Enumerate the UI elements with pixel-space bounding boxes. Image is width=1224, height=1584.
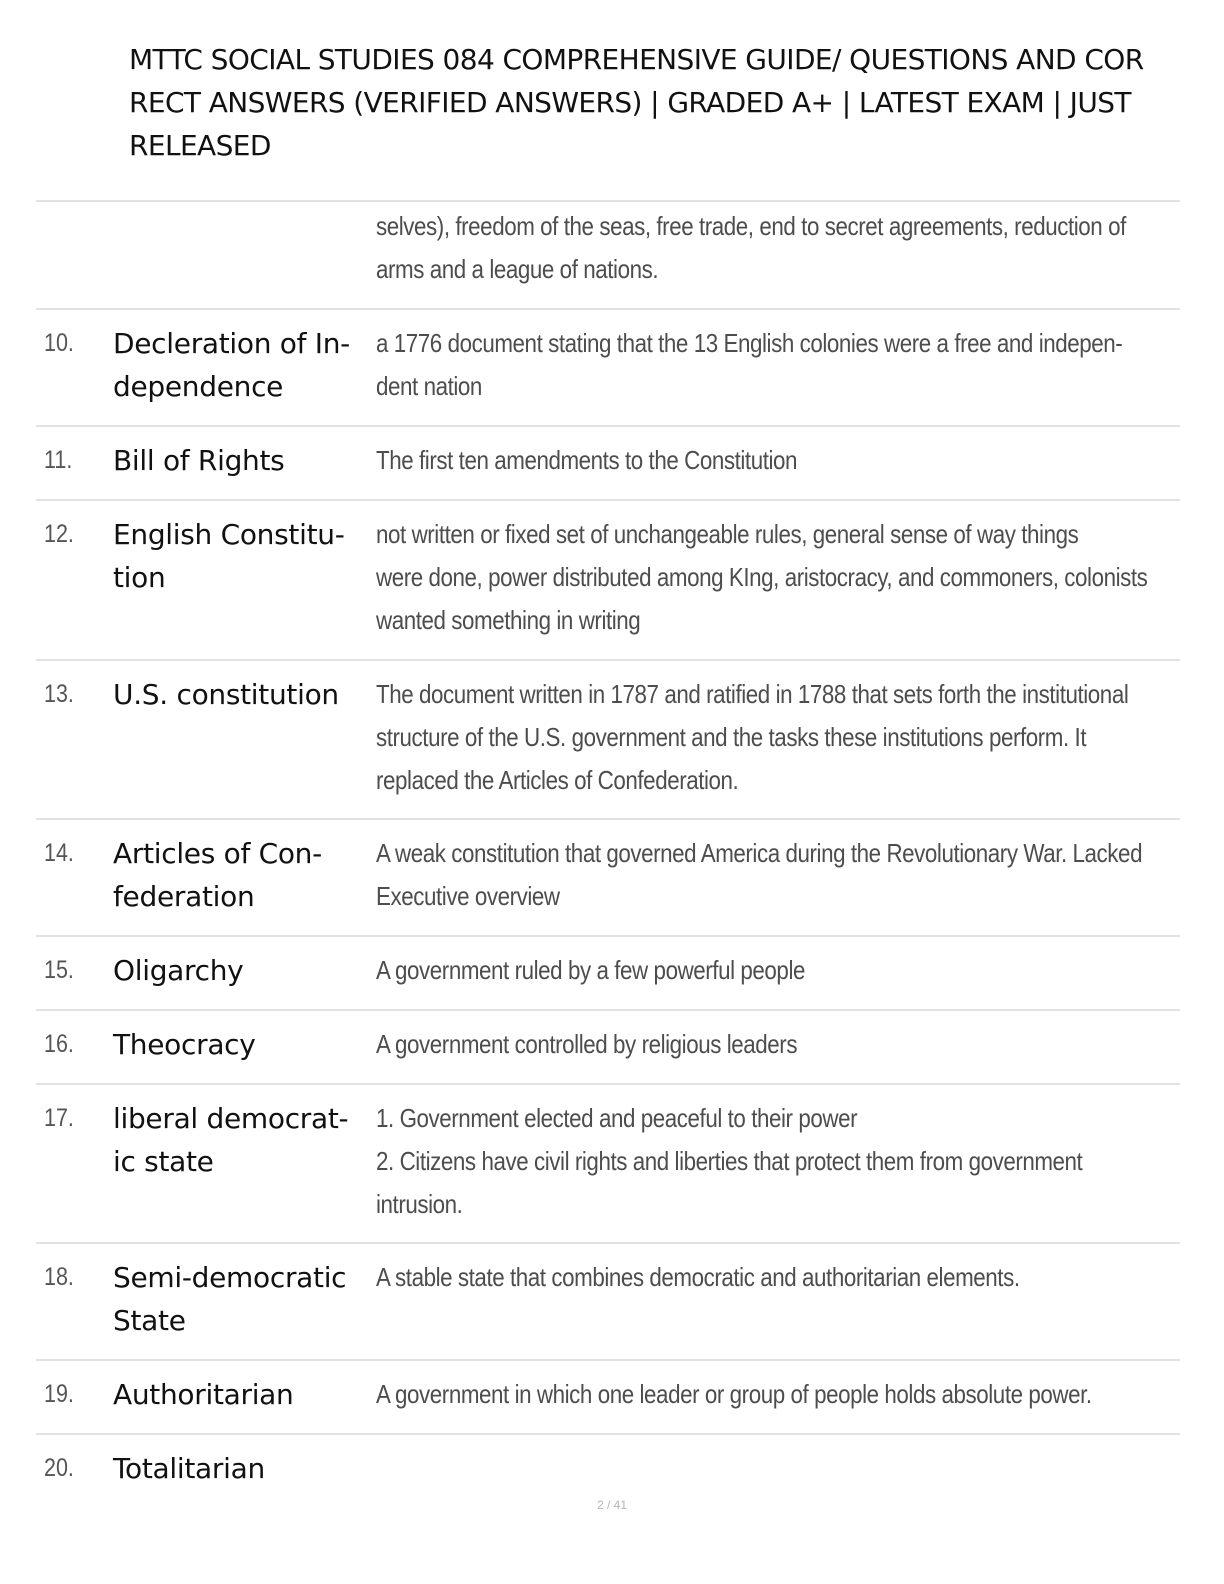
- row-number: 19.: [44, 1380, 74, 1408]
- row-definition: The document written in 1787 and ratified in 1788 that sets forth the institutional structure of the U.S. government and the tasks these institutions perform. It replaced the Articles of Confederation.: [376, 679, 1129, 795]
- row-term: English Constitu- tion: [113, 518, 345, 594]
- row-term: Semi-democratic State: [113, 1261, 347, 1337]
- table-row: [36, 1433, 1180, 1495]
- row-number: 15.: [44, 956, 74, 984]
- table-row: [36, 659, 1180, 818]
- row-term: Totalitarian: [113, 1452, 265, 1485]
- row-definition: selves), freedom of the seas, free trade, end to secret agreements, reduction of arms and a league of nations.: [376, 211, 1126, 284]
- row-term: Articles of Con- federation: [113, 837, 322, 913]
- row-number: 20.: [44, 1454, 74, 1482]
- row-definition: not written or fixed set of unchangeable rules, general sense of way things were done, power distributed among KIng, aristocracy, and commoners, colonists wanted something in writing: [376, 519, 1148, 635]
- row-definition: a 1776 document stating that the 13 English colonies were a free and indepen- dent nation: [376, 328, 1123, 401]
- row-number: 11.: [44, 446, 73, 474]
- row-number: 13.: [44, 680, 74, 708]
- document-title: MTTC SOCIAL STUDIES 084 COMPREHENSIVE GUIDE/ QUESTIONS AND COR RECT ANSWERS (VERIFIED ANSWERS) | GRADED A+ | LATEST EXAM | JUST RELEASED: [129, 43, 1144, 162]
- row-definition: The first ten amendments to the Constitution: [376, 445, 798, 475]
- table-row: [36, 425, 1180, 499]
- row-definition: A government in which one leader or group of people holds absolute power.: [376, 1379, 1092, 1409]
- table-row: [36, 818, 1180, 935]
- table-row: [36, 308, 1180, 425]
- table-row: [36, 1009, 1180, 1083]
- row-term: Authoritarian: [113, 1378, 294, 1411]
- row-term: Theocracy: [113, 1028, 256, 1061]
- row-number: 10.: [44, 329, 74, 357]
- row-number: 12.: [44, 520, 74, 548]
- row-term: Decleration of In- dependence: [113, 327, 350, 403]
- row-number: 17.: [44, 1104, 74, 1132]
- row-definition: A weak constitution that governed America during the Revolutionary War. Lacked Executive overview: [376, 838, 1143, 911]
- table-row: [36, 499, 1180, 659]
- table-row: [36, 200, 1180, 308]
- row-number: 14.: [44, 839, 74, 867]
- page-indicator: 2 / 41: [596, 1498, 628, 1512]
- row-definition: A government controlled by religious leaders: [376, 1029, 798, 1059]
- row-term: liberal democrat- ic state: [113, 1102, 349, 1178]
- table-row: [36, 935, 1180, 1009]
- row-definition: A government ruled by a few powerful people: [376, 955, 805, 985]
- table-row: [36, 1083, 1180, 1242]
- row-term: U.S. constitution: [113, 678, 339, 711]
- row-term: Bill of Rights: [113, 444, 285, 477]
- row-definition: A stable state that combines democratic and authoritarian elements.: [376, 1262, 1020, 1292]
- row-number: 16.: [44, 1030, 74, 1058]
- row-term: Oligarchy: [113, 954, 244, 987]
- row-definition: 1. Government elected and peaceful to their power 2. Citizens have civil rights and liberties that protect them from government intrusion.: [376, 1103, 1083, 1219]
- table-row: [36, 1359, 1180, 1433]
- table-row: [36, 1242, 1180, 1359]
- row-number: 18.: [44, 1263, 74, 1291]
